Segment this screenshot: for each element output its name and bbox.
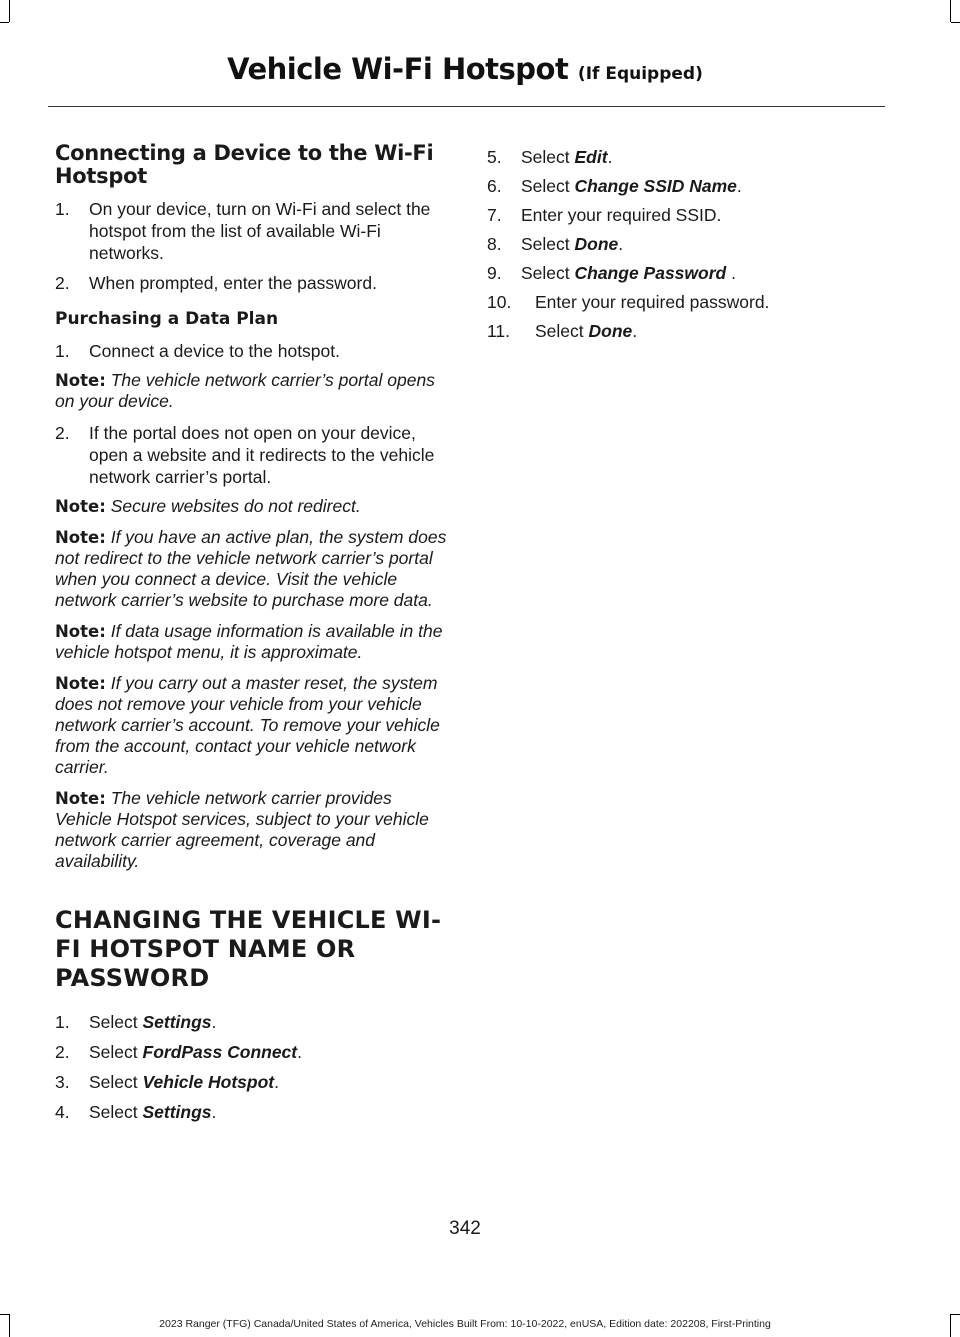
list-item (487, 291, 887, 313)
note-label: Note: (55, 789, 106, 808)
crop-mark (950, 0, 951, 22)
list-text (89, 1101, 447, 1123)
step-punctuation: . (297, 1042, 302, 1062)
list-text (535, 320, 887, 342)
note (55, 621, 447, 663)
note-text: The vehicle network carrier’s portal opens on your device. (55, 370, 435, 411)
note-text: If data usage information is available in the vehicle hotspot menu, it is approximate. (55, 621, 443, 662)
list-number: 1. (55, 341, 70, 361)
list-item (487, 233, 887, 255)
note (55, 788, 447, 872)
menu-option-name: Settings (142, 1012, 212, 1032)
list-number: 4. (55, 1102, 70, 1122)
crop-mark (0, 1314, 9, 1315)
list-item (55, 198, 447, 264)
list-text (89, 1011, 447, 1033)
list-item (55, 272, 447, 294)
section-heading-data-plan: Purchasing a Data Plan (55, 309, 279, 329)
list-text (535, 291, 887, 313)
page-number: 342 (449, 1218, 481, 1239)
step-text: Select (521, 263, 575, 283)
crop-mark (951, 22, 960, 23)
list-item (487, 204, 887, 226)
note-label: Note: (55, 622, 106, 641)
note (55, 673, 447, 778)
note-label: Note: (55, 371, 106, 390)
step-text: Select (535, 321, 589, 341)
menu-option-name: Change Password (574, 263, 727, 283)
note-text: If you carry out a master reset, the system does not remove your vehicle from your vehicle network carrier’s account. To remove your vehicle from the account, contact your vehicle network carrier. (55, 673, 440, 777)
list-number: 2. (55, 273, 70, 293)
crop-mark (0, 22, 9, 23)
crop-mark (9, 0, 10, 22)
right-column (487, 146, 887, 349)
list-number: 1. (55, 1012, 70, 1032)
list-text: If the portal does not open on your device, open a website and it redirects to the vehicle network carrier’s portal. (89, 423, 435, 487)
list-text (521, 175, 887, 197)
step-punctuation: . (632, 321, 638, 341)
list-number: 6. (487, 176, 502, 196)
step-punctuation: . (211, 1012, 217, 1032)
section-heading-connecting: Connecting a Device to the Wi-Fi Hotspot (55, 141, 434, 188)
list-text (521, 262, 887, 284)
step-text: Enter your required SSID. (521, 205, 722, 225)
step-punctuation: . (211, 1102, 217, 1122)
list-number: 1. (55, 199, 70, 219)
list-number: 2. (55, 423, 70, 443)
menu-option-name: Edit (574, 147, 608, 167)
step-text: Select (521, 176, 575, 196)
list-item (55, 1041, 447, 1063)
list-item (55, 340, 447, 362)
list-item (487, 146, 887, 168)
list-item (55, 1101, 447, 1123)
list-item (55, 422, 447, 488)
step-punctuation: . (607, 147, 613, 167)
header-title-suffix: (If Equipped) (577, 64, 703, 84)
note (55, 370, 447, 412)
step-text: Select (521, 147, 575, 167)
list-text: On your device, turn on Wi-Fi and select the hotspot from the list of available Wi-Fi networks. (89, 199, 431, 263)
page-footer: 2023 Ranger (TFG) Canada/United States of America, Vehicles Built From: 10-10-2022, enUSA, Edition date: 202208, First-Printing (159, 1318, 771, 1330)
section-heading-changing-name: CHANGING THE VEHICLE WI-FI HOTSPOT NAME OR PASSWORD (55, 906, 442, 992)
list-item (55, 1011, 447, 1033)
list-text (521, 204, 887, 226)
list-text (521, 146, 887, 168)
data-plan-notes (55, 496, 447, 872)
list-number: 9. (487, 263, 502, 283)
menu-option-name: Change SSID Name (574, 176, 737, 196)
changing-steps-continued (487, 146, 887, 342)
note-label: Note: (55, 528, 106, 547)
list-item (55, 1071, 447, 1093)
menu-option-name: Vehicle Hotspot (142, 1072, 275, 1092)
list-number: 10. (487, 292, 512, 312)
header-divider (48, 106, 885, 107)
crop-mark (951, 1314, 960, 1315)
note-label: Note: (55, 674, 106, 693)
step-punctuation: . (274, 1072, 279, 1092)
step-text: Select (89, 1042, 143, 1062)
list-number: 5. (487, 147, 502, 167)
changing-steps (55, 1011, 447, 1123)
list-item (487, 175, 887, 197)
list-text (89, 1041, 447, 1063)
note-text: Secure websites do not redirect. (110, 496, 361, 516)
list-text (521, 233, 887, 255)
list-number: 11. (487, 321, 511, 341)
list-item (487, 320, 887, 342)
step-punctuation: . (726, 263, 736, 283)
list-number: 8. (487, 234, 502, 254)
note (55, 496, 447, 517)
connecting-steps (55, 198, 447, 294)
list-text: Connect a device to the hotspot. (89, 341, 340, 361)
list-number: 3. (55, 1072, 70, 1092)
step-text: Select (521, 234, 575, 254)
note-text: The vehicle network carrier provides Vehicle Hotspot services, subject to your vehicle network carrier agreement, coverage and availability. (55, 788, 429, 871)
menu-option-name: Settings (142, 1102, 212, 1122)
step-text: Select (89, 1012, 143, 1032)
left-column (55, 142, 447, 1131)
note (55, 527, 447, 611)
menu-option-name: FordPass Connect (142, 1042, 298, 1062)
header-title-text: Vehicle Wi-Fi Hotspot (227, 52, 569, 86)
step-text: Enter your required password. (535, 292, 770, 312)
list-text (89, 1071, 447, 1093)
menu-option-name: Done (574, 234, 619, 254)
list-text: When prompted, enter the password. (89, 273, 377, 293)
step-text: Select (89, 1072, 143, 1092)
list-number: 2. (55, 1042, 70, 1062)
crop-mark (950, 1314, 951, 1337)
page-header-title (0, 52, 930, 86)
menu-option-name: Done (588, 321, 633, 341)
step-punctuation: . (736, 176, 742, 196)
step-text: Select (89, 1102, 143, 1122)
list-number: 7. (487, 205, 502, 225)
note-text: If you have an active plan, the system does not redirect to the vehicle network carrier’s portal when you connect a device. Visit the vehicle network carrier’s website to purchase more data. (55, 527, 447, 610)
step-punctuation: . (618, 234, 624, 254)
list-item (487, 262, 887, 284)
note-label: Note: (55, 497, 106, 516)
